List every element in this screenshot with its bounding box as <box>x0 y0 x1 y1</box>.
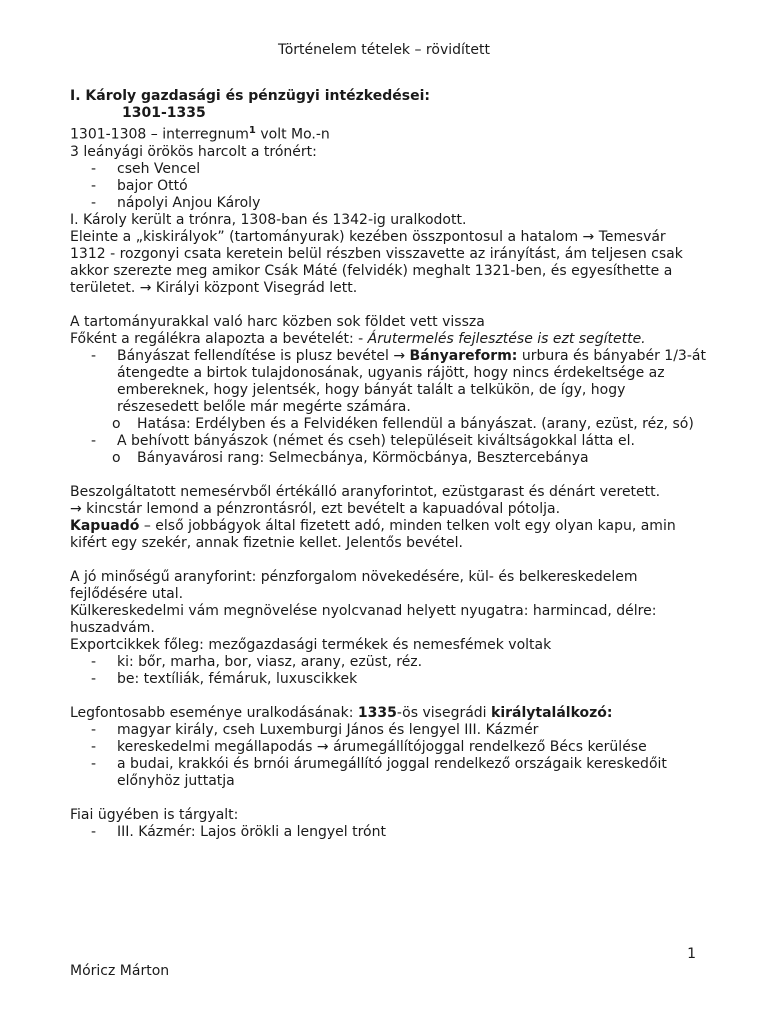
list-item: - cseh Vencel <box>91 161 710 178</box>
throne-paragraph: I. Károly került a trónra, 1308-ban és 1342-ig uralkodott. <box>70 211 467 228</box>
list-item: o Bányavárosi rang: Selmecbánya, Körmöcbánya, Besztercebánya <box>91 450 710 467</box>
kiskiralyok-paragraph: Eleinte a „kiskirályok” (tartományurak) kezében összpontosul a hatalom → Temesvár <box>70 228 666 245</box>
list-item: - nápolyi Anjou Károly <box>91 195 710 212</box>
list-item: - a budai, krakkói és brnói árumegállító joggal rendelkező országaik kereskedőit előnyhöz juttatja <box>91 756 710 790</box>
coins-paragraph: Beszolgáltatott nemesérvből értékálló aranyforintot, ezüstgarast és dénárt veretett. <box>70 483 661 500</box>
list-item: - be: textíliák, fémáruk, luxuscikkek <box>91 671 710 688</box>
list-item: o Hatása: Erdélyben és a Felvidéken fellendül a bányászat. (arany, ezüst, réz, só) <box>91 416 710 433</box>
list-item: - kereskedelmi megállapodás → árumegállítójoggal rendelkező Bécs kerülése <box>91 739 710 756</box>
rozgony-paragraph: 1312 - rozgonyi csata keretein belül részben visszavette az irányítást, ám teljesen csak akkor szerezte meg amikor Csák Máté (felvidék) meghalt 1321-ben, és egyesíthette a területet. → Királyi központ Visegrád lett. <box>70 245 683 296</box>
export-paragraph: Exportcikkek főleg: mezőgazdasági termékek és nemesfémek voltak <box>70 636 552 653</box>
list-item: - bajor Ottó <box>91 178 710 195</box>
economy-list <box>70 348 710 467</box>
page-footer: Móricz Márton <box>70 963 170 979</box>
page-header: Történelem tételek – rövidített <box>278 42 490 58</box>
treasury-paragraph: → kincstár lemond a pénzrontásról, ezt bevételt a kapuadóval pótolja. <box>70 500 561 517</box>
regale-italic: Árutermelés fejlesztése is ezt segítette. <box>367 330 646 347</box>
sons-paragraph: Fiai ügyében is tárgyalt: <box>70 806 239 823</box>
trade-list <box>70 654 710 688</box>
customs-paragraph: Külkereskedelmi vám megnövelése nyolcvanad helyett nyugatra: harmincad, délre: huszadvám. <box>70 602 657 636</box>
document-body <box>70 88 710 841</box>
footnote-marker: 1 <box>248 125 256 136</box>
list-item: - A behívott bányászok (német és cseh) településeit kiváltságokkal látta el. o Bányavárosi rang: Selmecbánya, Körmöcbánya, Besztercebánya <box>91 433 710 467</box>
list-item: - magyar király, cseh Luxemburgi János és lengyel III. Kázmér <box>91 722 710 739</box>
page-number: 1 <box>687 946 696 962</box>
regale-paragraph: Főként a regálékra alapozta a bevételét: - Árutermelés fejlesztése is ezt segítette. <box>70 330 646 347</box>
visegrad-paragraph: Legfontosabb eseménye uralkodásának: 1335-ös visegrádi királytalálkozó: <box>70 704 613 721</box>
sub-list <box>91 450 710 467</box>
land-paragraph: A tartományurakkal való harc közben sok földet vett vissza <box>70 313 485 330</box>
heirs-list <box>70 161 710 212</box>
heirs-intro: 3 leányági örökös harcolt a trónért: <box>70 143 317 160</box>
section-title: I. Károly gazdasági és pénzügyi intézkedései: <box>70 88 430 104</box>
sub-list <box>91 416 710 433</box>
meeting-list <box>70 722 710 790</box>
list-item: - ki: bőr, marha, bor, viasz, arany, ezüst, réz. <box>91 654 710 671</box>
sons-list <box>70 824 710 841</box>
florin-paragraph: A jó minőségű aranyforint: pénzforgalom növekedésére, kül- és belkereskedelem fejlődésére utal. <box>70 568 638 602</box>
list-item: - III. Kázmér: Lajos örökli a lengyel trónt <box>91 824 710 841</box>
list-item: - Bányászat fellendítése is plusz bevétel → Bányareform: urbura és bányabér 1/3-át átengedte a birtok tulajdonosának, ugyanis rájött, hogy nincs érdekeltsége az embereknek, hogy jelentsék, hogy bányát talált a telkükön, de így, hogy részesedett belőle már megérte számára. o Hatása: Erdélyben és a Felvidéken fellendül a bányászat. (arany, ezüst, réz, só) <box>91 348 710 433</box>
interregnum-paragraph: 1301-1308 – interregnum$^1$ volt Mo.-n <box>70 125 330 143</box>
kapuado-term: Kapuadó <box>70 517 140 534</box>
kapuado-paragraph: Kapuadó – első jobbágyok által fizetett adó, minden telken volt egy olyan kapu, amin kifért egy szekér, annak fizetnie kellet. Jelentős bevétel. <box>70 517 676 551</box>
mining-reform-term: Bányareform: <box>409 347 518 364</box>
section-years: 1301-1335 <box>122 105 206 121</box>
